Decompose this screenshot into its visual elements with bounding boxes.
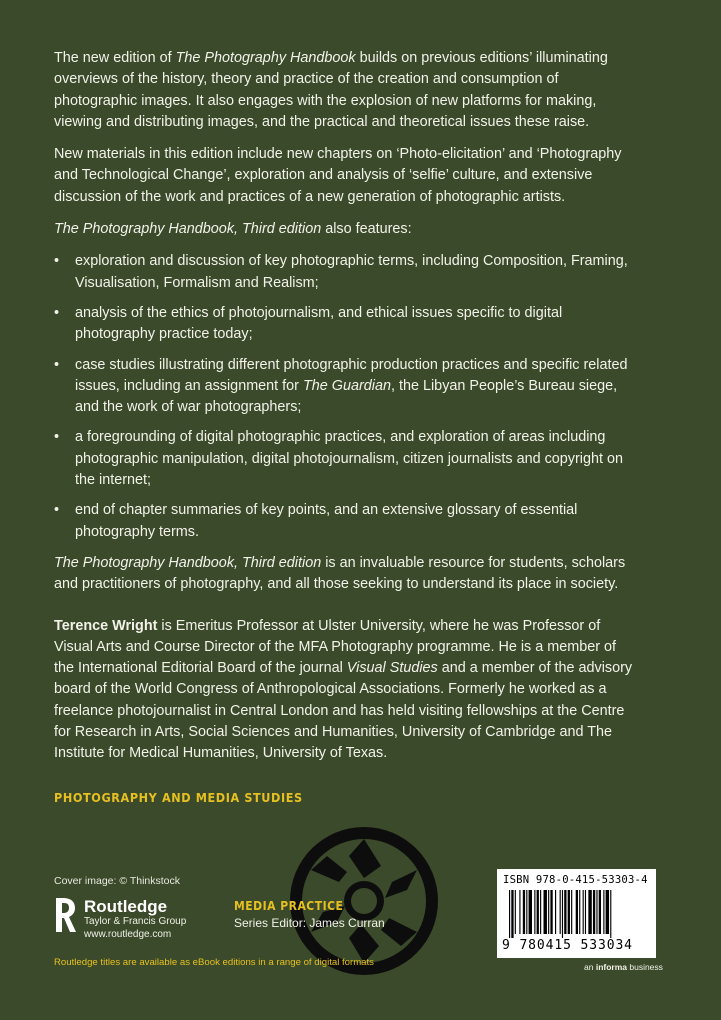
barcode-bar <box>564 890 566 934</box>
barcode-bar <box>603 890 604 934</box>
series-title: MEDIA PRACTICE <box>234 899 344 913</box>
barcode-bar <box>515 890 516 934</box>
barcode-bar <box>585 890 586 934</box>
barcode-bar <box>526 890 527 934</box>
publisher-url: www.routledge.com <box>84 929 172 940</box>
barcode-bar <box>599 890 601 934</box>
barcode-bar <box>579 890 580 934</box>
barcode-bar <box>596 890 597 934</box>
barcode-bar <box>571 890 572 934</box>
author-bio: Terence Wright is Emeritus Professor at Ulster University, where he was Professor of Visual Arts and Course Director of the MFA Photography programme. He is a member of the International Editorial Board of the journal Visual Studies and a member of the advisory board of the World Congress of Anthropological Associations. Formerly he worked as a freelance photojournalist in Central London and has held visiting fellowships at the Centre for Research in Arts, Social Sciences and Humanities, University of Cambridge and The Institute for Medical Humanities, University of Texas. <box>54 617 633 762</box>
routledge-emblem-icon <box>54 898 76 932</box>
series-block <box>234 899 385 930</box>
barcode <box>497 869 656 958</box>
barcode-bar <box>555 890 556 934</box>
closing-paragraph: The Photography Handbook, Third edition is an invaluable resource for students, scholars and practitioners of photography, and all those seeking to understand its place in society. <box>54 554 626 593</box>
publisher-block <box>54 898 186 941</box>
intro-paragraph-2: New materials in this edition include new chapters on ‘Photo-elicitation’ and ‘Photography and Technological Change’, exploration and analysis of ‘selfie’ culture, and extensive discussion of the work and practices of a new generation of photographic artists. <box>54 146 622 205</box>
features-list <box>54 251 634 543</box>
barcode-bar <box>610 890 611 938</box>
list-item: • case studies illustrating different photographic production practices and specific related issues, including an assignment for The Guardian, the Libyan People’s Bureau siege, and the work of war photographers; <box>54 356 628 416</box>
barcode-bar <box>519 890 520 934</box>
barcode-number: 9 780415 533034 <box>502 938 633 953</box>
subject-category: PHOTOGRAPHY AND MEDIA STUDIES <box>54 789 303 805</box>
publisher-group: Taylor & Francis Group <box>84 916 187 927</box>
barcode-bar <box>606 890 609 934</box>
barcode-bar <box>576 890 578 934</box>
intro-paragraph-1: The new edition of The Photography Handbook builds on previous editions’ illuminating overviews of the history, theory and practice of the creation and consumption of photographic images. It also engages with the explosion of new platforms for making, viewing and distributing images, and the practical and theoretical issues these raise. <box>54 50 608 130</box>
barcode-bar <box>562 890 563 938</box>
barcode-bar <box>593 890 595 934</box>
barcode-bar <box>548 890 549 934</box>
barcode-bar <box>588 890 591 934</box>
features-heading: The Photography Handbook, Third edition also features: <box>54 221 412 238</box>
barcode-bar <box>511 890 513 938</box>
barcode-bar <box>537 890 539 934</box>
barcode-bar <box>540 890 541 934</box>
informa-tagline: an informa business <box>584 962 663 972</box>
barcode-bar <box>560 890 561 934</box>
cover-image-credit: Cover image: © Thinkstock <box>54 875 181 887</box>
list-item: • exploration and discussion of key photographic terms, including Composition, Framing, Visualisation, Formalism and Realism; <box>54 253 628 291</box>
ebook-note: Routledge titles are available as eBook editions in a range of digital formats <box>54 957 374 968</box>
list-item: • a foregrounding of digital photographic practices, and exploration of areas including photographic manipulation, digital photojournalism, citizen journalists and copyright on the internet; <box>54 429 623 489</box>
barcode-bar <box>534 890 535 934</box>
barcode-bar <box>529 890 532 934</box>
series-editor: Series Editor: James Curran <box>234 916 385 930</box>
barcode-bar <box>523 890 525 934</box>
list-item: • end of chapter summaries of key points, and an extensive glossary of essential photography terms. <box>54 502 578 540</box>
barcode-bar <box>509 890 510 938</box>
barcode-bar <box>544 890 547 934</box>
publisher-name: Routledge <box>84 897 168 916</box>
back-cover-text <box>54 48 634 808</box>
barcode-bars <box>509 890 651 938</box>
barcode-bar <box>550 890 552 934</box>
isbn-text: ISBN 978-0-415-53303-4 <box>503 874 648 886</box>
list-item: • analysis of the ethics of photojournalism, and ethical issues specific to digital photography practice today; <box>54 304 563 343</box>
barcode-bar <box>568 890 570 934</box>
barcode-bar <box>583 890 584 934</box>
